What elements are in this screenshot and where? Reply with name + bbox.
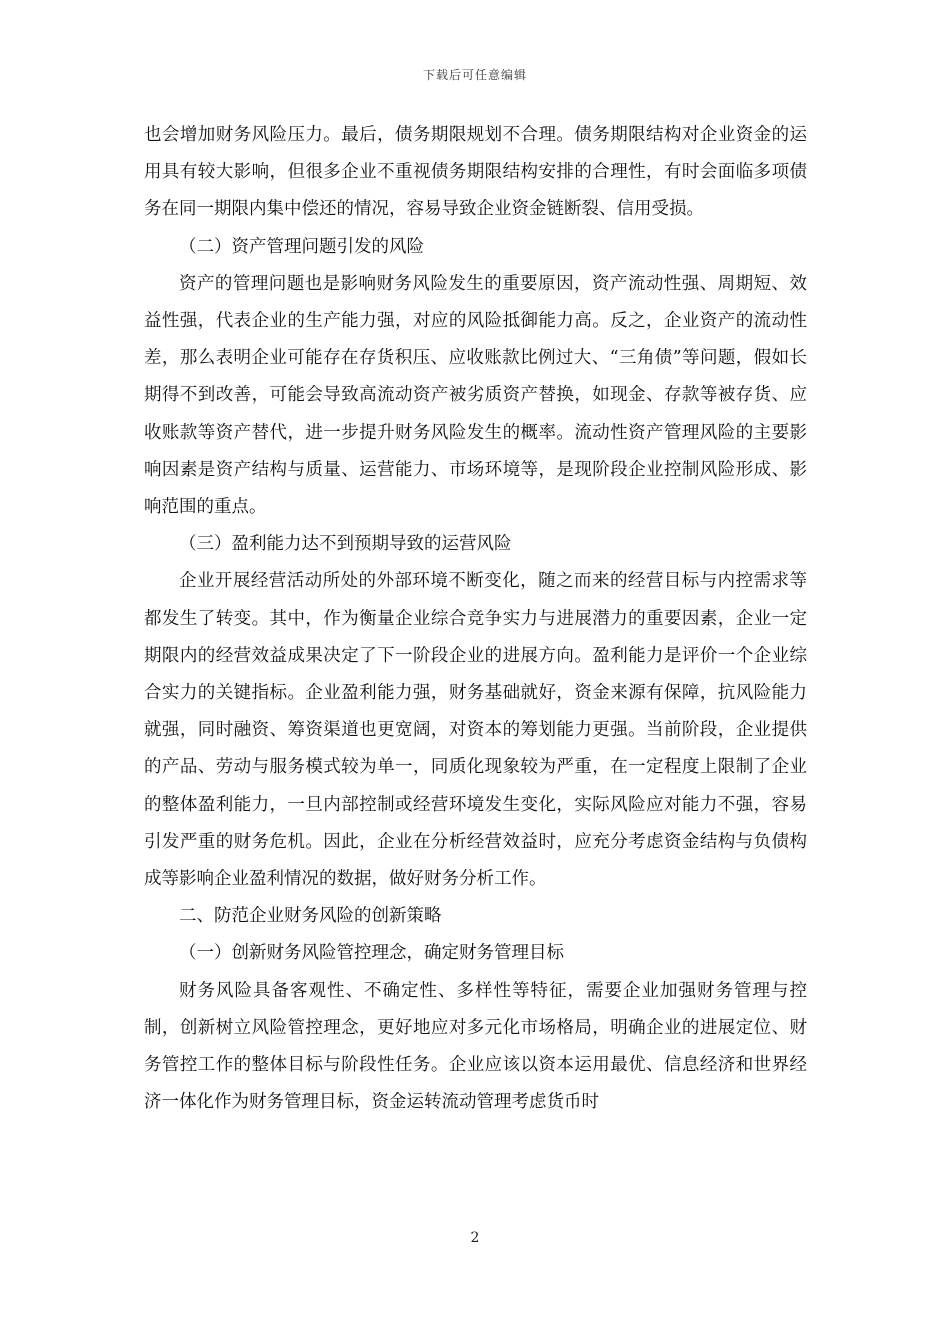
document-body bbox=[144, 117, 807, 1121]
paragraph-risk-control: 财务风险具备客观性、不确定性、多样性等特征，需要企业加强财务管理与控制，创新树立风险管控理念，更好地应对多元化市场格局，明确企业的进展定位、财务管控工作的整体目标与阶段性任务。企业应该以资本运用最优、信息经济和世界经济一体化作为财务管理目标，资金运转流动管理考虑货币时 bbox=[144, 980, 807, 1113]
page-header: 下载后可任意编辑 bbox=[422, 68, 527, 82]
page-number: 2 bbox=[470, 1230, 480, 1246]
section-heading-strategies: 二、防范企业财务风险的创新策略 bbox=[179, 906, 442, 927]
subheading-asset-management-risk: （二）资产管理问题引发的风险 bbox=[179, 236, 424, 257]
paragraph-asset-management: 资产的管理问题也是影响财务风险发生的重要原因，资产流动性强、周期短、效益性强，代表企业的生产能力强，对应的风险抵御能力高。反之，企业资产的流动性差，那么表明企业可能存在存货积压、应收账款比例过大、“三角债”等问题，假如长期得不到改善，可能会导致高流动资产被劣质资产替换，如现金、存款等被存货、应收账款等资产替代，进一步提升财务风险发生的概率。流动性资产管理风险的主要影响因素是资产结构与质量、运营能力、市场环境等，是现阶段企业控制风险形成、影响范围的重点。 bbox=[144, 273, 807, 518]
subheading-risk-control-concept: （一）创新财务风险管控理念，确定财务管理目标 bbox=[179, 943, 564, 964]
subheading-profitability-risk: （三）盈利能力达不到预期导致的运营风险 bbox=[179, 534, 512, 555]
paragraph-debt-term: 也会增加财务风险压力。最后，债务期限规划不合理。债务期限结构对企业资金的运用具有较大影响，但很多企业不重视债务期限结构安排的合理性，有时会面临多项债务在同一期限内集中偿还的情况，容易导致企业资金链断裂、信用受损。 bbox=[144, 125, 807, 220]
paragraph-profitability: 企业开展经营活动所处的外部环境不断变化，随之而来的经营目标与内控需求等都发生了转变。其中，作为衡量企业综合竞争实力与进展潜力的重要因素，企业一定期限内的经营效益成果决定了下一阶段企业的进展方向。盈利能力是评价一个企业综合实力的关键指标。企业盈利能力强，财务基础就好，资金来源有保障，抗风险能力就强，同时融资、筹资渠道也更宽阔，对资本的筹划能力更强。当前阶段，企业提供的产品、劳动与服务模式较为单一，同质化现象较为严重，在一定程度上限制了企业的整体盈利能力，一旦内部控制或经营环境发生变化，实际风险应对能力不强，容易引发严重的财务危机。因此，企业在分析经营效益时，应充分考虑资金结构与负债构成等影响企业盈利情况的数据，做好财务分析工作。 bbox=[144, 571, 807, 890]
